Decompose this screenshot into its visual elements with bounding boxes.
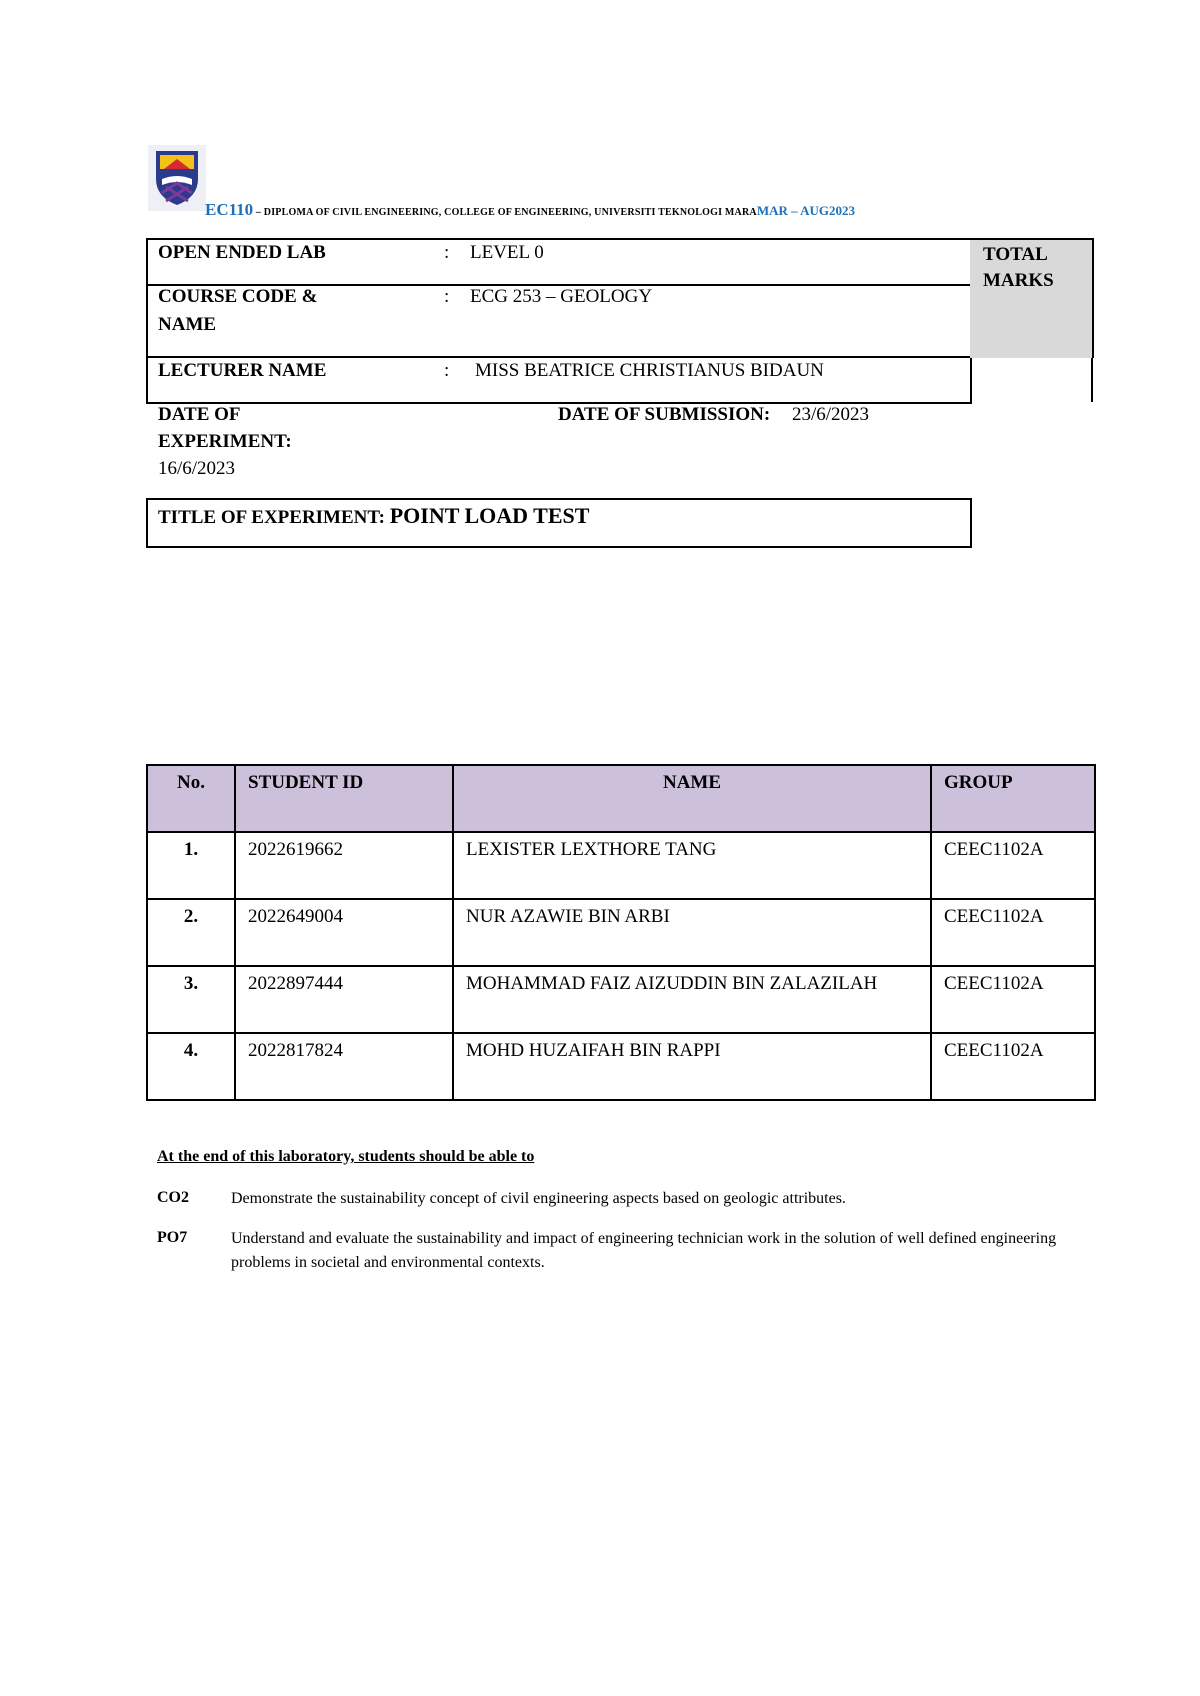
row-no: 2. xyxy=(147,899,235,966)
row-no: 4. xyxy=(147,1033,235,1100)
header-student-id: STUDENT ID xyxy=(235,765,453,832)
row-student-id: 2022649004 xyxy=(235,899,453,966)
course-value: ECG 253 – GEOLOGY xyxy=(470,286,653,307)
row-student-id: 2022897444 xyxy=(235,966,453,1033)
title-of-experiment xyxy=(158,502,589,532)
date-submission-label: DATE OF SUBMISSION: xyxy=(558,404,771,425)
table-row xyxy=(147,899,1095,966)
table-row xyxy=(147,1033,1095,1100)
document-header xyxy=(205,200,855,220)
lab-value: LEVEL 0 xyxy=(470,242,544,263)
row-no: 1. xyxy=(147,832,235,899)
total-marks-label xyxy=(983,242,1054,294)
header-dash: – xyxy=(253,207,264,218)
row-group: CEEC1102A xyxy=(931,1033,1095,1100)
lecturer-label: LECTURER NAME xyxy=(158,360,327,381)
lecturer-value: MISS BEATRICE CHRISTIANUS BIDAUN xyxy=(475,360,824,381)
header-name: NAME xyxy=(453,765,931,832)
course-label-1: COURSE CODE & xyxy=(158,286,318,307)
table-header-row xyxy=(147,765,1095,832)
row-name: LEXISTER LEXTHORE TANG xyxy=(453,832,931,899)
title-label: TITLE OF EXPERIMENT: xyxy=(158,507,385,528)
row-student-id: 2022817824 xyxy=(235,1033,453,1100)
row-group: CEEC1102A xyxy=(931,966,1095,1033)
lab-colon: : xyxy=(444,242,450,263)
program-name: DIPLOMA OF CIVIL ENGINEERING, COLLEGE OF ENGINEERING, UNIVERSITI TEKNOLOGI MARA xyxy=(263,207,757,218)
title-value: POINT LOAD TEST xyxy=(389,503,590,528)
marks-border xyxy=(1091,358,1093,402)
lecturer-colon: : xyxy=(444,360,450,381)
outcome-text-co2: Demonstrate the sustainability concept of civil engineering aspects based on geologic attributes. xyxy=(231,1190,846,1207)
course-label-2: NAME xyxy=(158,314,217,335)
header-group: GROUP xyxy=(931,765,1095,832)
date-experiment-label-1: DATE OF xyxy=(158,404,241,425)
outcome-text-po7: Understand and evaluate the sustainability and impact of engineering technician work in the solution of well defined engineering problems in societal and environmental contexts. xyxy=(231,1230,1057,1271)
row-name: NUR AZAWIE BIN ARBI xyxy=(453,899,931,966)
header-no: No. xyxy=(147,765,235,832)
date-experiment-label-2: EXPERIMENT: xyxy=(158,431,292,452)
outcome-code-co2: CO2 xyxy=(157,1189,189,1206)
course-colon: : xyxy=(444,286,450,307)
total-marks-line-2: MARKS xyxy=(983,270,1054,291)
row-group: CEEC1102A xyxy=(931,899,1095,966)
session: MAR – AUG2023 xyxy=(756,203,856,218)
row-student-id: 2022619662 xyxy=(235,832,453,899)
table-row xyxy=(147,966,1095,1033)
row-group: CEEC1102A xyxy=(931,832,1095,899)
students-table xyxy=(146,764,1096,1101)
row-name: MOHD HUZAIFAH BIN RAPPI xyxy=(453,1033,931,1100)
row-name: MOHAMMAD FAIZ AIZUDDIN BIN ZALAZILAH xyxy=(453,966,931,1033)
program-code: EC110 xyxy=(205,200,254,219)
outcome-code-po7: PO7 xyxy=(157,1229,188,1246)
table-row xyxy=(147,832,1095,899)
outcomes-heading: At the end of this laboratory, students should be able to xyxy=(157,1148,535,1165)
lab-label: OPEN ENDED LAB xyxy=(158,242,326,263)
university-crest-icon xyxy=(148,145,206,211)
total-marks-line-1: TOTAL xyxy=(983,244,1048,265)
row-no: 3. xyxy=(147,966,235,1033)
date-experiment-value: 16/6/2023 xyxy=(158,458,236,479)
date-submission-value: 23/6/2023 xyxy=(792,404,870,425)
